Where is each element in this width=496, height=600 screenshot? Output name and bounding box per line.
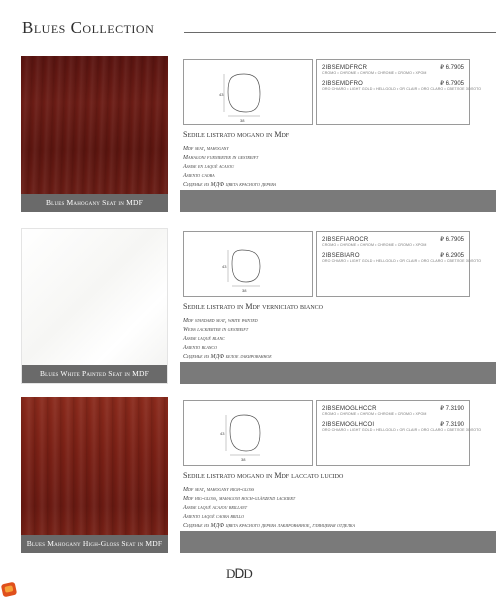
description-line: Weiss lackierter in gestreift — [183, 327, 249, 333]
finish-line: ORO CHIARO • LIGHT GOLD • HELLGOLD • OR CLAIR • ORO CLARO • СВЕТЛОЕ ЗОЛОТО — [322, 259, 482, 263]
code-row — [322, 405, 464, 412]
finish-line: ORO CHIARO • LIGHT GOLD • HELLGOLD • OR CLAIR • ORO CLARO • СВЕТЛОЕ ЗОЛОТО — [322, 428, 482, 432]
grey-bar — [180, 190, 496, 212]
product-code: 2IBSEMOGLHCCR — [322, 406, 377, 412]
product-section-white — [0, 228, 496, 384]
product-code: 2IBSEMDFRO — [322, 81, 364, 87]
description-line: Mdf seat, mahogany high-gloss — [183, 487, 255, 493]
swatch-label: Blues Mahogany High-Gloss Seat in MDF — [21, 535, 168, 553]
brand-logo: DᗞD — [226, 566, 252, 581]
height-dimension: 43 — [222, 264, 227, 269]
product-section-mahogany — [0, 56, 496, 212]
description-line: Mahagoni furnierter in gestreift — [183, 155, 259, 161]
height-dimension: 43 — [219, 92, 224, 97]
corner-badge-icon[interactable] — [1, 582, 17, 598]
product-code: 2IBSEFIAROCR — [322, 237, 369, 243]
description-line: Сиденье из МДФ цвета красного дерева — [183, 182, 277, 188]
code-row — [322, 421, 464, 428]
product-description — [183, 130, 473, 190]
page-title: Blues Collection — [22, 18, 155, 37]
title-rule — [184, 32, 496, 33]
product-price: ₽ 7.3190 — [440, 406, 464, 412]
dimension-drawing — [183, 59, 313, 125]
description-line: Assise en laqué acajou — [183, 164, 235, 170]
code-row — [322, 236, 464, 243]
product-code: 2IBSEMDFRCR — [322, 65, 368, 71]
width-dimension: 38 — [240, 118, 245, 123]
description-heading: Sedile listrato mogano in Mdf laccato lucido — [183, 471, 344, 480]
description-line: Сиденье из МДФ цвета красного дерева лакированное, глянцевая отделка — [183, 523, 356, 529]
width-dimension: 38 — [242, 288, 247, 293]
product-price: ₽ 6.7905 — [440, 65, 464, 71]
white-seat-swatch — [21, 228, 168, 384]
product-code-box — [316, 231, 482, 297]
description-heading: Sedile listrato mogano in Mdf — [183, 130, 290, 139]
description-heading: Sedile listrato in Mdf verniciato bianco — [183, 302, 324, 311]
dimension-drawing — [183, 400, 313, 466]
description-line: Mdf standard seat, white painted — [183, 318, 258, 324]
product-code: 2IBSEBIARO — [322, 253, 360, 259]
page-number: 18 — [6, 540, 15, 549]
code-row — [322, 64, 464, 71]
product-price: ₽ 6.7905 — [440, 237, 464, 243]
finish-line: CROMO • CHROME • CHROM • CHROME • CROMO • XPOM — [322, 71, 427, 75]
finish-line: CROMO • CHROME • CHROM • CHROME • CROMO • XPOM — [322, 412, 427, 416]
product-description — [183, 302, 473, 362]
product-code: 2IBSEMOGLHCOI — [322, 422, 375, 428]
seat-profile-drawing — [184, 401, 314, 467]
product-price: ₽ 6.7905 — [440, 81, 464, 87]
width-dimension: 38 — [241, 457, 246, 462]
swatch-label: Blues White Painted Seat in MDF — [22, 365, 167, 383]
code-row — [322, 80, 464, 87]
product-section-high-gloss — [0, 397, 496, 553]
description-line: Assise laqué blanc — [183, 336, 225, 342]
dimension-drawing — [183, 231, 313, 297]
description-line: Mdf seat, mahogany — [183, 146, 229, 152]
mahogany-seat-swatch — [21, 56, 168, 212]
description-line: Assise laqué acajou brillant — [183, 505, 247, 511]
description-line: Mdf hig-gloss, mahagoni hoch-glänzend lackiert — [183, 496, 296, 502]
product-code-box — [316, 400, 482, 466]
finish-line: ORO CHIARO • LIGHT GOLD • HELLGOLD • OR CLAIR • ORO CLARO • СВЕТЛОЕ ЗОЛОТО — [322, 87, 482, 91]
swatch-label: Blues Mahogany Seat in MDF — [21, 194, 168, 212]
product-description — [183, 471, 473, 531]
high-gloss-seat-swatch — [21, 397, 168, 553]
height-dimension: 43 — [220, 431, 225, 436]
product-code-box — [316, 59, 482, 125]
product-price: ₽ 6.2905 — [440, 253, 464, 259]
grey-bar — [180, 362, 496, 384]
seat-profile-drawing — [184, 232, 314, 298]
code-row — [322, 252, 464, 259]
description-line: Asiento caoba — [183, 173, 215, 179]
description-line: Asiento laqué caoba brillo — [183, 514, 244, 520]
seat-profile-drawing — [184, 60, 314, 126]
product-price: ₽ 7.3190 — [440, 422, 464, 428]
description-line: Сиденье из МДФ белое лакированное — [183, 354, 272, 360]
description-line: Asiento blanco — [183, 345, 217, 351]
finish-line: CROMO • CHROME • CHROM • CHROME • CROMO • XPOM — [322, 243, 427, 247]
grey-bar — [180, 531, 496, 553]
